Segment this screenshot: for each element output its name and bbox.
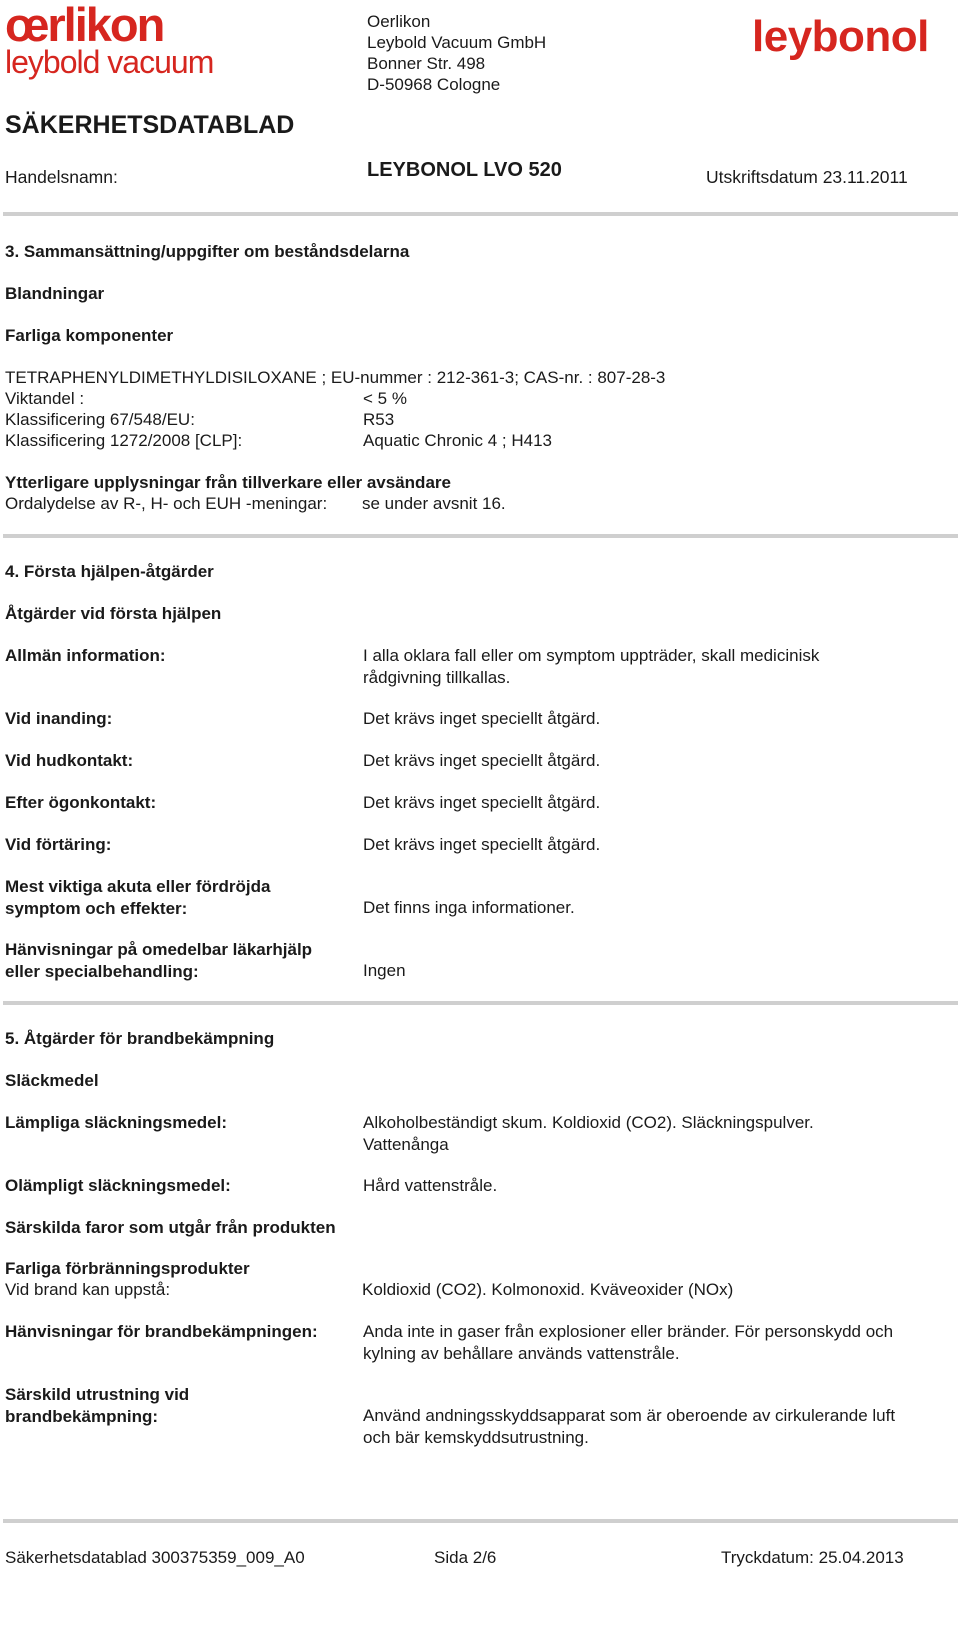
weight-label: Viktandel : (5, 389, 85, 408)
hazardous-components-heading: Farliga komponenter (5, 326, 174, 345)
protective-equipment-value: Använd andningsskyddsapparat som är oberoende av cirkulerande luft och bär kemskyddsutrustning. (363, 1406, 896, 1447)
footer-print-date: Tryckdatum: 25.04.2013 (721, 1548, 904, 1567)
section-divider (3, 1001, 958, 1005)
company-line: Oerlikon (367, 12, 431, 31)
header-divider (3, 212, 958, 216)
logo-oerlikon-word: œrlikon (5, 0, 164, 51)
protective-equipment-label: Särskild utrustning vid brandbekämpning: (5, 1385, 190, 1426)
classification-67-548-label: Klassificering 67/548/EU: (5, 410, 195, 429)
firefighting-advice-label: Hänvisningar för brandbekämpningen: (5, 1322, 318, 1341)
footer-page-number: Sida 2/6 (434, 1548, 497, 1567)
company-line: Leybold Vacuum GmbH (367, 33, 547, 52)
combustion-products-heading: Farliga förbränningsprodukter (5, 1259, 250, 1278)
classification-clp-label: Klassificering 1272/2008 [CLP]: (5, 431, 243, 450)
footer-document-id: Säkerhetsdatablad 300375359_009_A0 (5, 1548, 305, 1567)
suitable-media-value: Alkoholbeständigt skum. Koldioxid (CO2). Släckningspulver. Vattenånga (363, 1113, 814, 1154)
footer-divider (3, 1519, 958, 1523)
oerlikon-leybold-logo (5, 2, 213, 78)
component-identifier: TETRAPHENYLDIMETHYLDISILOXANE ; EU-nummer : 212-361-3; CAS-nr. : 807-28-3 (5, 368, 666, 387)
section-5-title: 5. Åtgärder för brandbekämpning (5, 1029, 275, 1048)
leybonol-logo: leybonol (752, 12, 929, 61)
medical-attention-value: Ingen (363, 961, 406, 980)
extinguishing-media-heading: Släckmedel (5, 1071, 99, 1090)
general-info-label: Allmän information: (5, 646, 166, 665)
classification-67-548-value: R53 (363, 410, 395, 429)
firefighting-advice-value: Anda inte in gaser från explosioner eller bränder. För personskydd och kylning av behållare används vattenstråle. (363, 1322, 894, 1363)
section-4-title: 4. Första hjälpen-åtgärder (5, 562, 214, 581)
skin-contact-label: Vid hudkontakt: (5, 751, 134, 770)
classification-clp-value: Aquatic Chronic 4 ; H413 (363, 431, 552, 450)
unsuitable-media-label: Olämpligt släckningsmedel: (5, 1176, 231, 1195)
print-date-header: Utskriftsdatum 23.11.2011 (706, 167, 908, 187)
ingestion-label: Vid förtäring: (5, 835, 112, 854)
skin-contact-value: Det krävs inget speciellt åtgärd. (363, 751, 601, 770)
section-divider (3, 534, 958, 538)
eye-contact-label: Efter ögonkontakt: (5, 793, 157, 812)
document-title: SÄKERHETSDATABLAD (5, 111, 295, 139)
medical-attention-label: Hänvisningar på omedelbar läkarhjälp eller specialbehandling: (5, 940, 313, 981)
suitable-media-label: Lämpliga släckningsmedel: (5, 1113, 228, 1132)
phrases-label: Ordalydelse av R-, H- och EUH -meningar: (5, 494, 328, 513)
inhalation-value: Det krävs inget speciellt åtgärd. (363, 709, 601, 728)
first-aid-measures-heading: Åtgärder vid första hjälpen (5, 604, 222, 623)
phrases-value: se under avsnit 16. (362, 494, 506, 513)
combustion-label: Vid brand kan uppstå: (5, 1280, 171, 1299)
inhalation-label: Vid inanding: (5, 709, 113, 728)
logo-leybold-vacuum-word: leybold vacuum (5, 44, 214, 80)
mixtures-heading: Blandningar (5, 284, 105, 303)
eye-contact-value: Det krävs inget speciellt åtgärd. (363, 793, 601, 812)
combustion-value: Koldioxid (CO2). Kolmonoxid. Kväveoxider (NOx) (362, 1280, 734, 1299)
weight-value: < 5 % (363, 389, 407, 408)
unsuitable-media-value: Hård vattenstråle. (363, 1176, 498, 1195)
symptoms-label: Mest viktiga akuta eller fördröjda symptom och effekter: (5, 877, 271, 918)
special-hazards-heading: Särskilda faror som utgår från produkten (5, 1218, 336, 1237)
trade-name: LEYBONOL LVO 520 (367, 159, 562, 181)
symptoms-value: Det finns inga informationer. (363, 898, 575, 917)
company-line: D-50968 Cologne (367, 75, 501, 94)
general-info-value: I alla oklara fall eller om symptom uppträder, skall medicinisk rådgivning tillkallas. (363, 646, 820, 687)
section-3-title: 3. Sammansättning/uppgifter om beståndsdelarna (5, 242, 410, 261)
additional-info-heading: Ytterligare upplysningar från tillverkare eller avsändare (5, 473, 451, 492)
trade-name-label: Handelsnamn: (5, 167, 118, 187)
company-line: Bonner Str. 498 (367, 54, 486, 73)
ingestion-value: Det krävs inget speciellt åtgärd. (363, 835, 601, 854)
